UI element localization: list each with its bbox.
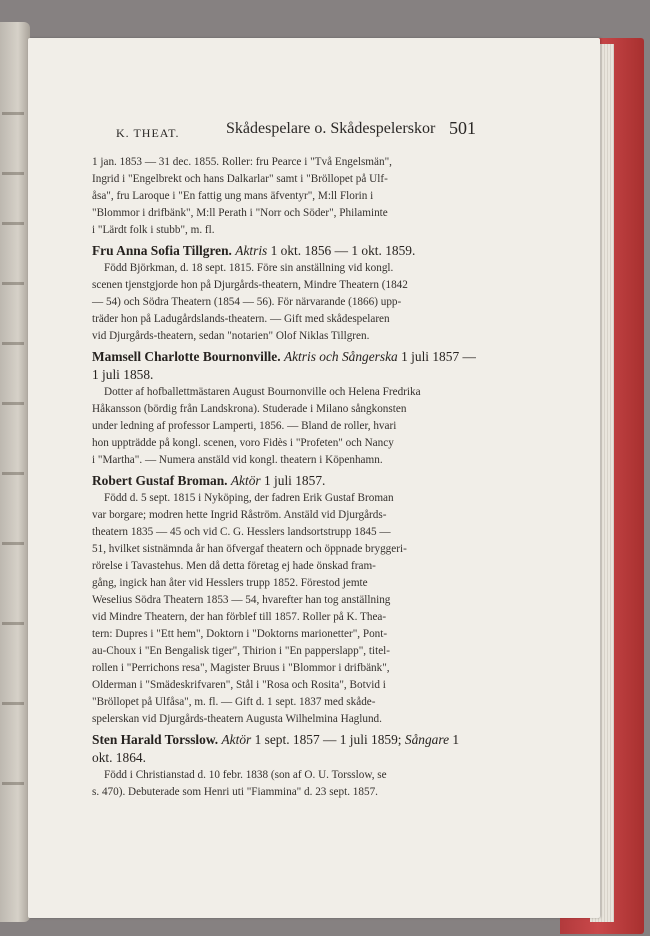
entry-role: Aktör (221, 732, 252, 747)
entry-line: rollen i "Perrichons resa", Magister Bruus i "Blommor i drifbänk", (92, 662, 390, 674)
entry-name: Fru Anna Sofia Tillgren. (92, 243, 232, 258)
header-title: Skådespelare o. Skådespelerskor (226, 120, 436, 137)
entry-role: Aktris (235, 243, 268, 258)
page-number: 501 (449, 118, 476, 138)
running-header (116, 120, 476, 148)
entry-line: s. 470). Debuterade som Henri uti "Fiammina" d. 23 sept. 1857. (92, 786, 378, 798)
entry-line: au-Choux i "En Bengalisk tiger", Thirion i "En papperslapp", titel- (92, 645, 391, 657)
entry-line: Dotter af hofballettmästaren August Bournonville och Helena Fredrika (104, 386, 421, 398)
entry-line: träder hon på Ladugårdslands-theatern. — Gift med skådespelaren (92, 313, 390, 325)
header-section: K. THEAT. (116, 126, 180, 140)
entry-line: var borgare; modren hette Ingrid Råström. Anstäld vid Djurgårds- (92, 509, 387, 521)
entry-line: scenen tjenstgjorde hon på Djurgårds-theatern, Mindre Theatern (1842 (92, 279, 408, 291)
entry-period: 1 sept. 1857 — 1 juli 1859; (254, 732, 402, 747)
entry-heading (92, 242, 478, 260)
entry-line: vid Djurgårds-theatern, sedan "notarien" Olof Niklas Tillgren. (92, 330, 370, 342)
entry-line: gång, ingick han åter vid Hesslers trupp 1852. Förestod jemte (92, 577, 368, 589)
continuation-line: "Blommor i drifbänk", M:ll Perath i "Norr och Söder", Philaminte (92, 207, 388, 219)
continuation-line: Ingrid i "Engelbrekt och hans Dalkarlar" samt i "Bröllopet på Ulf- (92, 173, 388, 185)
entry-line: under ledning af professor Lamperti, 1856. — Bland de roller, hvari (92, 420, 397, 432)
continuation-line: i "Lärdt folk i stubb", m. fl. (92, 224, 215, 236)
entry-line: theatern 1835 — 45 och vid C. G. Hesslers landsortstrupp 1845 — (92, 526, 391, 538)
entry-line: Olderman i "Smädeskrifvaren", Stål i "Rosa och Rosita", Botvid i (92, 679, 386, 691)
entry-heading (92, 348, 478, 384)
entry-line: Håkansson (bördig från Landskrona). Studerade i Milano sångkonsten (92, 403, 407, 415)
entry-line: Weselius Södra Theatern 1853 — 54, hvarefter han tog anställning (92, 594, 391, 606)
entry-period: 1 okt. 1856 — 1 okt. 1859. (270, 243, 416, 258)
entry-line: 51, hvilket sistnämnda år han öfvergaf theatern och öppnade bryggeri- (92, 543, 407, 555)
page-text (92, 154, 478, 801)
entry-period-secondary: 1 okt. 1864. (92, 732, 460, 765)
entry-line: "Bröllopet på Ulfåsa", m. fl. — Gift d. 1 sept. 1837 med skåde- (92, 696, 376, 708)
entry-line: i "Martha". — Numera anstäld vid kongl. theatern i Köpenhamn. (92, 454, 383, 466)
entry-line: hon uppträdde på kongl. scenen, voro Fidès i "Profeten" och Nancy (92, 437, 394, 449)
entry-heading (92, 472, 478, 490)
entry-name: Sten Harald Torsslow. (92, 732, 219, 747)
entry-role: Aktör (230, 473, 261, 488)
entry-period: 1 juli 1857 — 1 juli 1858. (92, 349, 476, 382)
entry-name: Mamsell Charlotte Bournonville. (92, 349, 281, 364)
entry-line: Född i Christianstad d. 10 febr. 1838 (son af O. U. Torsslow, se (104, 769, 387, 781)
entry-role-secondary: Sångare (404, 732, 450, 747)
entry-line: Född Björkman, d. 18 sept. 1815. Före sin anställning vid kongl. (104, 262, 394, 274)
entry-line: tern: Dupres i "Ett hem", Doktorn i "Doktorns marionetter", Pont- (92, 628, 388, 640)
entry-line: rörelse i Tavastehus. Men då detta företag ej hade önskad fram- (92, 560, 376, 572)
entry-name: Robert Gustaf Broman. (92, 473, 228, 488)
continuation-line: 1 jan. 1853 — 31 dec. 1855. Roller: fru Pearce i "Två Engelsmän", (92, 156, 392, 168)
entry-heading (92, 731, 478, 767)
facing-page-edge (0, 22, 30, 922)
entry-line: spelerskan vid Djurgårds-theatern Augusta Wilhelmina Haglund. (92, 713, 382, 725)
continuation-line: åsa", fru Laroque i "En fattig ung mans äfventyr", M:ll Florin i (92, 190, 374, 202)
entry-line: vid Mindre Theatern, der han förblef till 1857. Roller på K. Thea- (92, 611, 387, 623)
entry-role: Aktris och Sångerska (283, 349, 398, 364)
entry-line: Född d. 5 sept. 1815 i Nyköping, der fadren Erik Gustaf Broman (104, 492, 394, 504)
entry-line: — 54) och Södra Theatern (1854 — 56). För närvarande (1866) upp- (92, 296, 402, 308)
entry-period: 1 juli 1857. (263, 473, 326, 488)
